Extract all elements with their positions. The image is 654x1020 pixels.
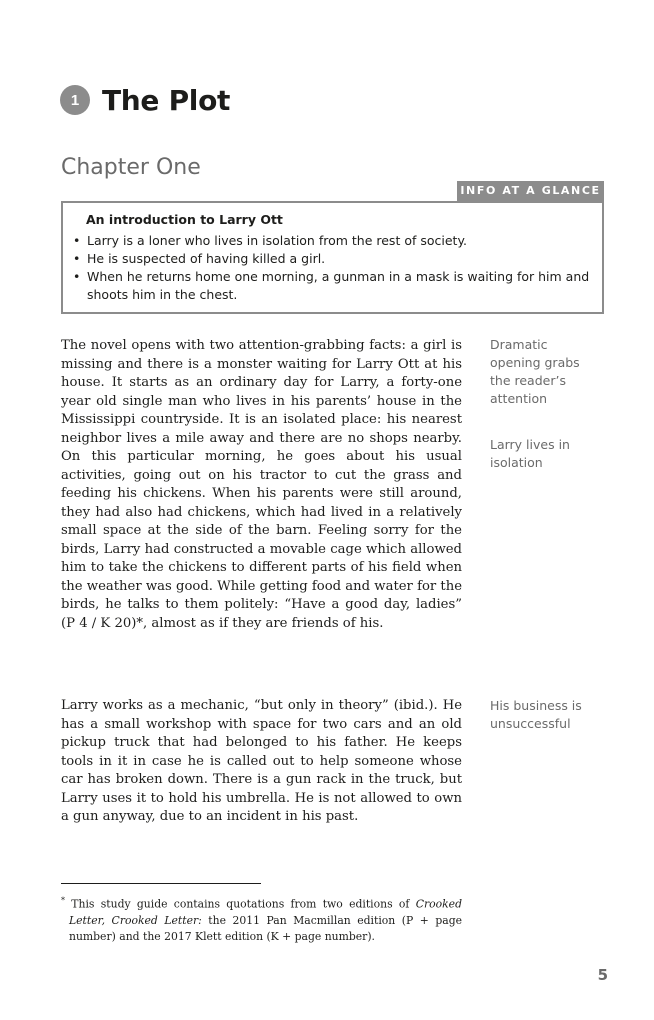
margin-note: His business is unsuccessful <box>490 698 582 731</box>
info-at-a-glance-tab: INFO AT A GLANCE <box>457 181 604 201</box>
body-paragraph: The novel opens with two attention-grabbing facts: a girl is missing and there is a monster waiting for Larry Ott at his house. It starts as an ordinary day for Larry, a forty-one year old single man who lives in his parents’ house in the Mississippi countryside. It is an isolated place: his nearest neighbor lives a mile away and there are no shops nearby. On this particular morning, he goes about his usual activities, going out on his tractor to cut the grass and feeding his chickens. When his parents were still around, they had also had chickens, which had lived in a relatively small space at the side of the barn. Feeling sorry for the birds, Larry had constructed a movable cage which allowed him to take the chickens to different parts of his field when the weather was good. While getting food and water for the birds, he talks to them politely: “Have a good day, ladies” (P 4 / K 20)*, almost as if they are friends of his. <box>61 338 462 631</box>
footnote-text-before: This study guide contains quotations from two editions of <box>71 897 416 911</box>
chapter-title: The Plot <box>102 83 231 117</box>
body-paragraph: Larry works as a mechanic, “but only in theory” (ibid.). He has a small workshop with space for two cars and an old pickup truck that had belonged to his father. He keeps tools in it in case he is called out to help someone whose car has broken down. There is a gun rack in the truck, but Larry uses it to hold his umbrella. He is not allowed to own a gun anyway, due to an incident in his past. <box>61 698 462 824</box>
margin-note: Dramatic opening grabs the reader’s attention <box>490 337 580 406</box>
chapter-heading <box>60 80 230 120</box>
footnote-book-title: Crooked Letter, Crooked Letter: <box>69 897 462 927</box>
glance-item: • When he returns home one morning, a gunman in a mask is waiting for him and shoots him in the chest. <box>73 268 593 304</box>
glance-item: • He is suspected of having killed a girl. <box>73 250 593 268</box>
info-at-a-glance-box <box>61 201 604 314</box>
footnote-text-after: the 2011 Pan Macmillan edition (P + page number) and the 2017 Klett edition (K + page number). <box>69 913 462 943</box>
footnote <box>61 893 462 945</box>
section-title: Chapter One <box>61 155 201 180</box>
glance-item: • Larry is a loner who lives in isolation from the rest of society. <box>73 232 593 250</box>
chapter-number-badge: 1 <box>60 85 90 115</box>
margin-note: Larry lives in isolation <box>490 437 570 470</box>
glance-heading: An introduction to Larry Ott <box>86 212 283 227</box>
footnote-marker: * <box>61 896 65 905</box>
page-number: 5 <box>597 966 608 984</box>
glance-list <box>73 232 593 304</box>
footnote-divider <box>61 883 261 884</box>
